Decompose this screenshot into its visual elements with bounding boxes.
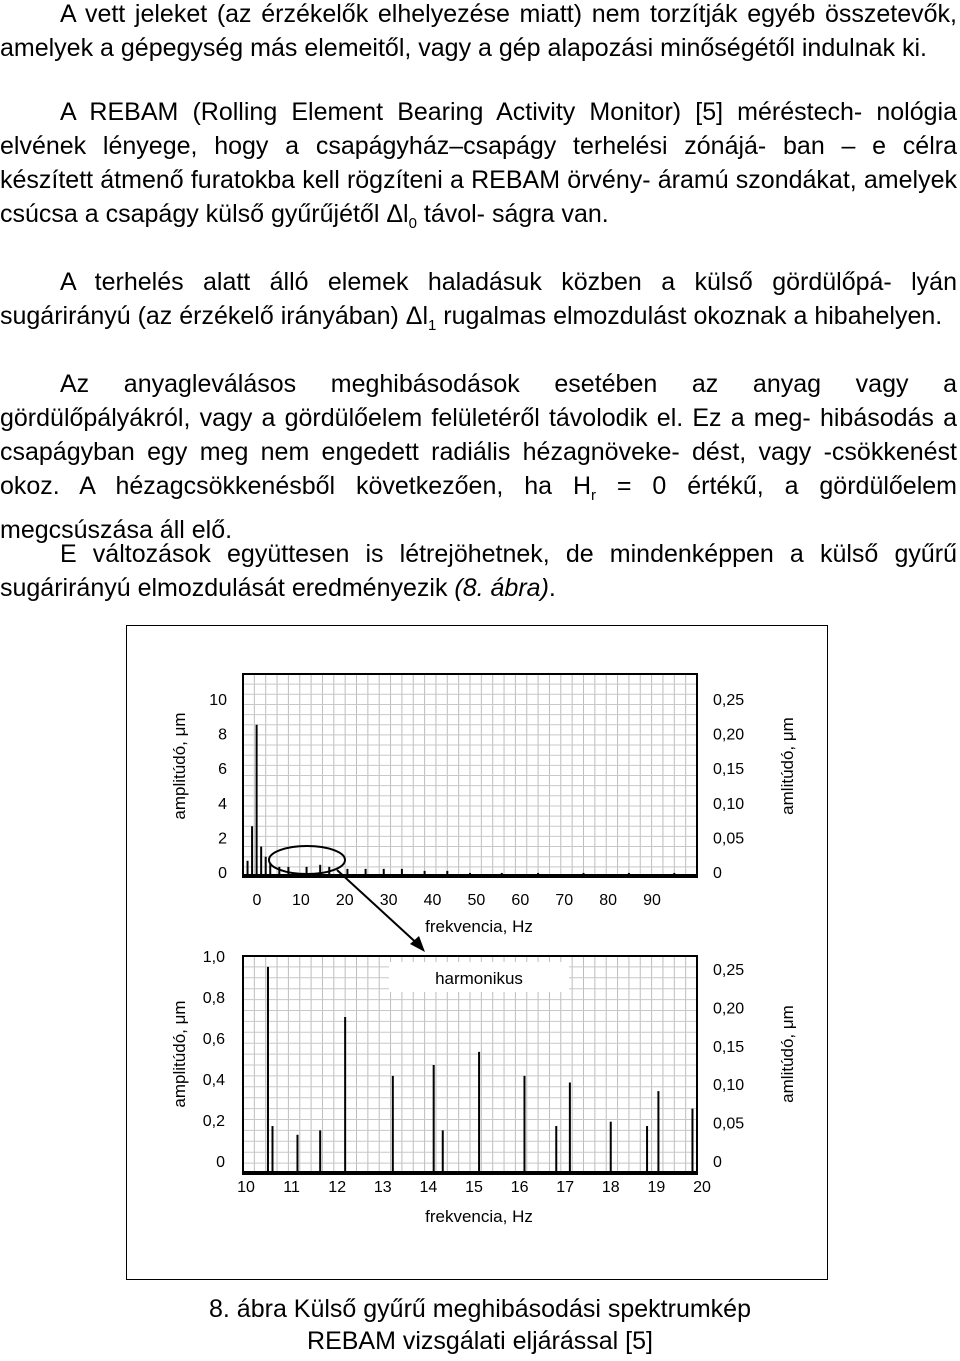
y-tick-label-right: 0,20 — [713, 726, 745, 744]
paragraph-5 — [0, 537, 957, 605]
bottom-y-axis-label-right: amlitúdó, μm — [778, 1005, 797, 1103]
y-tick-label-right: 0,25 — [713, 962, 745, 979]
p1-line-3: minőségétől indulnak ki. — [660, 34, 927, 62]
x-tick-label: 20 — [693, 1179, 711, 1196]
subscript-one: 1 — [428, 317, 437, 334]
x-tick-label: 70 — [555, 892, 574, 909]
p2-line-2: nológia elvének lényege, hogy a csapágyház–csapágy terhelési zónájá- — [0, 98, 957, 160]
bottom-x-tick-labels — [237, 1179, 711, 1196]
y-tick-label-right: 0,25 — [713, 692, 745, 709]
y-tick-label-left: 6 — [218, 761, 227, 779]
y-tick-label-right: 0,15 — [713, 1038, 745, 1056]
harmonic-arrow — [337, 870, 422, 948]
p5-line-2: gyűrű sugárirányú elmozdulását eredményezik — [0, 540, 957, 602]
figure-frame — [126, 625, 828, 1280]
p2-line-4: áramú szondákat, amelyek csúcsa a csapágy külső gyűrűjétől Δl — [0, 166, 957, 228]
x-tick-label: 16 — [510, 1179, 529, 1196]
p1-line-1: A vett jeleket (az érzékelők elhelyezése miatt) nem torzítják egyéb — [60, 0, 816, 28]
bottom-y-axis-label-left: amplitúdó, μm — [170, 1000, 189, 1108]
paragraph-2 — [0, 95, 957, 241]
p4-line-5: = 0 értékű, a gördülőelem megcsúszása áll elő. — [0, 472, 957, 544]
x-tick-label: 60 — [511, 892, 530, 909]
x-tick-label: 80 — [599, 892, 618, 909]
p2-line-3: ban – e célra készített átmenő furatokba kell rögzíteni a REBAM örvény- — [0, 132, 957, 194]
top-y-axis-label-left: amplitúdó, μm — [170, 712, 189, 820]
x-tick-label: 19 — [647, 1179, 666, 1196]
x-tick-label: 10 — [237, 1179, 255, 1196]
harmonic-label: harmonikus — [435, 969, 523, 988]
p4-line-3: hibásodás a csapágyban egy meg nem engedett radiális hézagnöveke- — [0, 404, 958, 466]
bottom-right-tick-labels — [713, 962, 744, 1171]
p4-line-1: Az anyagleválásos meghibásodások esetében az anyag vagy a — [60, 370, 957, 398]
y-tick-label-left: 0,4 — [202, 1072, 225, 1089]
p5-line-1: E változások együttesen is létrejöhetnek, de mindenképpen a külső — [60, 540, 879, 568]
y-tick-label-left: 0,8 — [202, 990, 225, 1007]
y-tick-label-left: 2 — [218, 830, 227, 848]
bottom-x-axis-label: frekvencia, Hz — [425, 1207, 533, 1226]
x-tick-label: 10 — [291, 892, 310, 909]
p3-line-3: okoznak a hibahelyen. — [693, 302, 943, 330]
caption-line-1: 8. ábra Külső gyűrű meghibásodási spektrumkép — [209, 1295, 751, 1323]
p3-line-2: lyán sugárirányú (az érzékelő irányában) Δl — [0, 268, 957, 330]
p4-line-4: dést, vagy -csökkenést okoz. A hézagcsökkenésből következően, ha H — [0, 438, 957, 500]
y-tick-label-right: 0,05 — [713, 830, 745, 848]
y-tick-label-right: 0,20 — [713, 1000, 745, 1018]
figure-caption — [0, 1293, 960, 1357]
x-tick-label: 50 — [467, 892, 486, 909]
p2-line-1: A REBAM (Rolling Element Bearing Activity Monitor) [5] méréstech- — [60, 98, 863, 126]
y-tick-label-left: 0 — [216, 1154, 225, 1171]
y-tick-label-left: 0,2 — [202, 1113, 225, 1130]
top-left-tick-labels — [209, 692, 227, 882]
top-x-axis-label: frekvencia, Hz — [425, 917, 533, 936]
bottom-left-tick-labels — [203, 949, 225, 1171]
caption-line-2: REBAM vizsgálati eljárással [5] — [307, 1327, 653, 1355]
y-tick-label-right: 0,05 — [713, 1115, 745, 1133]
y-tick-label-left: 0,6 — [202, 1031, 225, 1048]
y-tick-label-left: 4 — [218, 795, 227, 813]
p4-line-2: gördülőpályákról, vagy a gördülőelem felületéről távolodik el. Ez a meg- — [0, 404, 811, 432]
y-tick-label-left: 0 — [218, 865, 227, 882]
paragraph-3 — [0, 265, 957, 343]
paragraph-1 — [0, 0, 957, 65]
y-tick-label-right: 0 — [713, 1154, 722, 1171]
y-tick-label-left: 10 — [209, 692, 227, 709]
p5-line-2-end: . — [548, 574, 556, 602]
p3-line-2-end: rugalmas elmozdulást — [436, 302, 687, 330]
p1-line-2: összetevők, amelyek a gépegység más elemeitől, vagy a gép alapozási — [0, 0, 957, 62]
subscript-r: r — [591, 487, 596, 504]
y-tick-label-left: 8 — [218, 726, 227, 744]
x-tick-label: 13 — [373, 1179, 392, 1196]
top-y-axis-label-right: amlitúdó, μm — [778, 717, 797, 815]
x-tick-label: 30 — [379, 892, 398, 909]
paragraph-4 — [0, 367, 957, 547]
y-tick-label-right: 0,10 — [713, 795, 745, 813]
x-tick-label: 90 — [643, 892, 661, 909]
x-tick-label: 40 — [423, 892, 442, 909]
p2-line-5: ságra van. — [491, 200, 609, 228]
p3-line-1: A terhelés alatt álló elemek haladásuk közben a külső gördülőpá- — [60, 268, 892, 296]
x-tick-label: 14 — [419, 1179, 438, 1196]
figure-reference: (8. ábra) — [454, 574, 549, 602]
x-tick-label: 12 — [328, 1179, 347, 1196]
x-tick-label: 0 — [252, 892, 262, 909]
x-tick-label: 11 — [283, 1179, 300, 1196]
subscript-zero: 0 — [408, 215, 417, 232]
y-tick-label-left: 1,0 — [202, 949, 225, 966]
x-tick-label: 15 — [465, 1179, 483, 1196]
top-x-tick-labels — [253, 892, 661, 909]
spectrum-figure — [127, 626, 827, 1279]
p2-line-4-end: távol- — [416, 200, 486, 228]
top-right-tick-labels — [713, 692, 744, 882]
y-tick-label-right: 0,10 — [713, 1077, 745, 1095]
x-tick-label: 17 — [556, 1179, 575, 1196]
y-tick-label-right: 0,15 — [713, 761, 745, 779]
x-tick-label: 18 — [601, 1179, 620, 1196]
x-tick-label: 20 — [335, 892, 354, 909]
y-tick-label-right: 0 — [713, 865, 722, 882]
